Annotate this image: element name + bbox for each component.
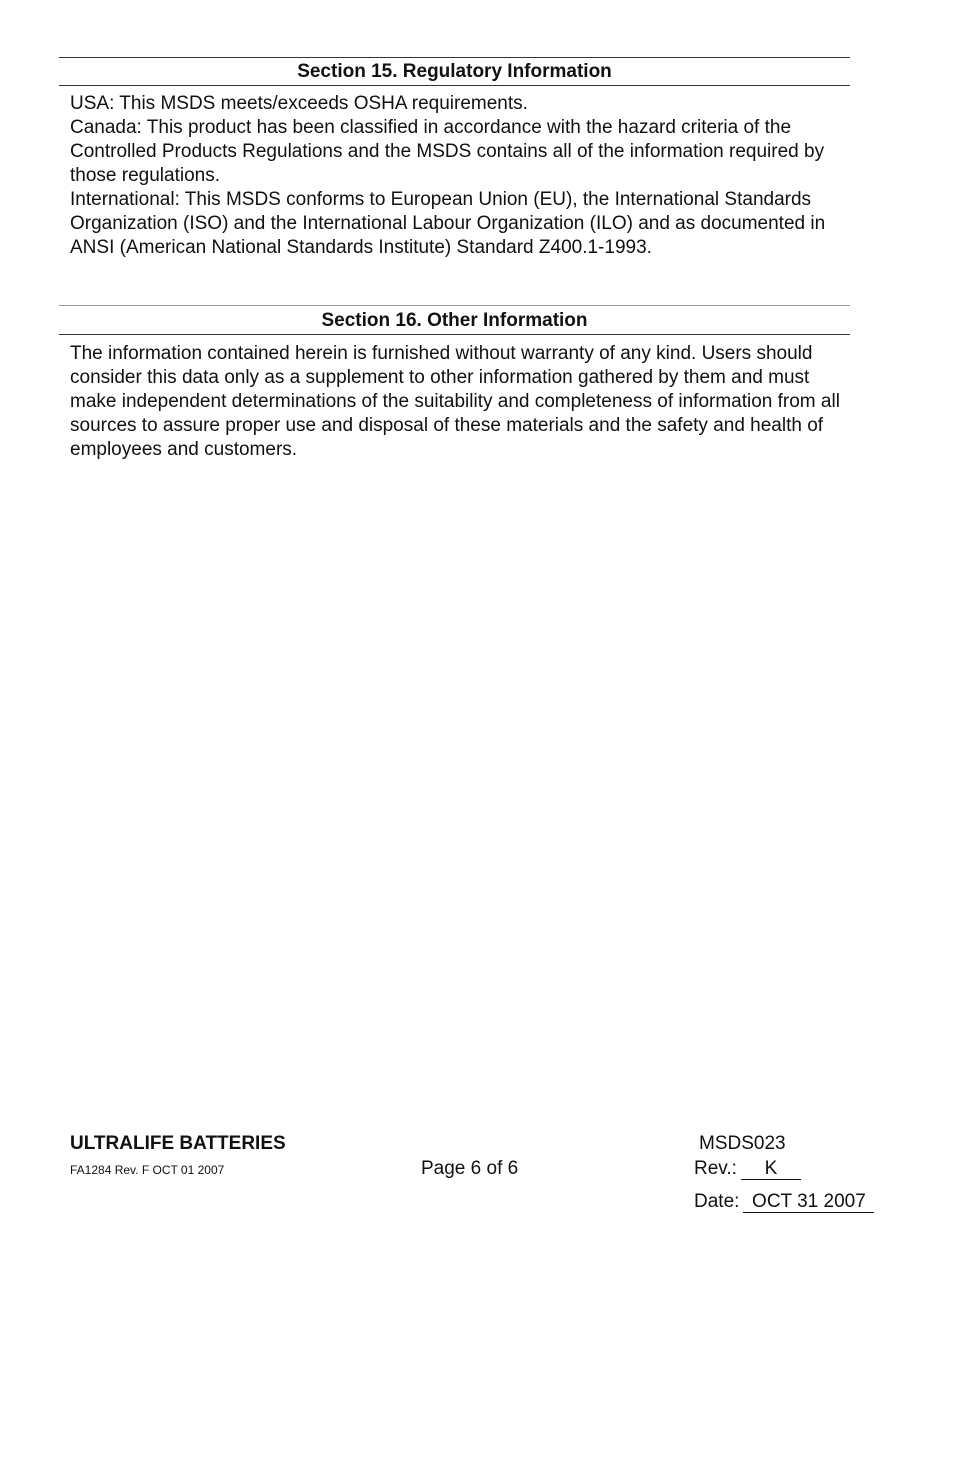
section-16-body: [70, 342, 845, 462]
section-15-paragraph-usa: USA: This MSDS meets/exceeds OSHA requirements.: [70, 93, 528, 114]
section-15-paragraph-canada: Canada: This product has been classified in accordance with the hazard criteria of the Controlled Products Regulations and the MSDS contains all of the information required by those regulations.: [70, 117, 825, 186]
footer-revision: [694, 1157, 801, 1181]
footer-form-id: FA1284 Rev. F OCT 01 2007: [70, 1163, 225, 1177]
section-15-bottom-rule: [59, 85, 850, 86]
footer-date: [694, 1190, 874, 1214]
footer-page-number: Page 6 of 6: [421, 1158, 519, 1179]
date-value: OCT 31 2007: [743, 1192, 874, 1213]
footer-doc-number: MSDS023: [699, 1133, 786, 1154]
section-16-top-rule: [59, 305, 850, 306]
section-16-title: Section 16. Other Information: [321, 310, 588, 331]
section-16-bottom-rule: [59, 334, 850, 335]
date-label: Date:: [694, 1191, 740, 1212]
revision-value: K: [741, 1159, 801, 1180]
section-15-title: Section 15. Regulatory Information: [297, 61, 612, 82]
section-15-top-rule: [59, 57, 850, 58]
section-15-body: [70, 92, 845, 260]
footer-company-name: ULTRALIFE BATTERIES: [70, 1133, 286, 1154]
section-16-paragraph-disclaimer: The information contained herein is furnished without warranty of any kind. Users should consider this data only as a supplement to other information gathered by them and must make independent determinations of the suitability and completeness of information from all sources to assure proper use and disposal of these materials and the safety and health of employees and customers.: [70, 343, 840, 460]
revision-label: Rev.:: [694, 1158, 737, 1179]
section-15-paragraph-international: International: This MSDS conforms to European Union (EU), the International Standards Organization (ISO) and the International Labour Organization (ILO) and as documented in ANSI (American National Standards Institute) Standard Z400.1-1993.: [70, 189, 826, 258]
